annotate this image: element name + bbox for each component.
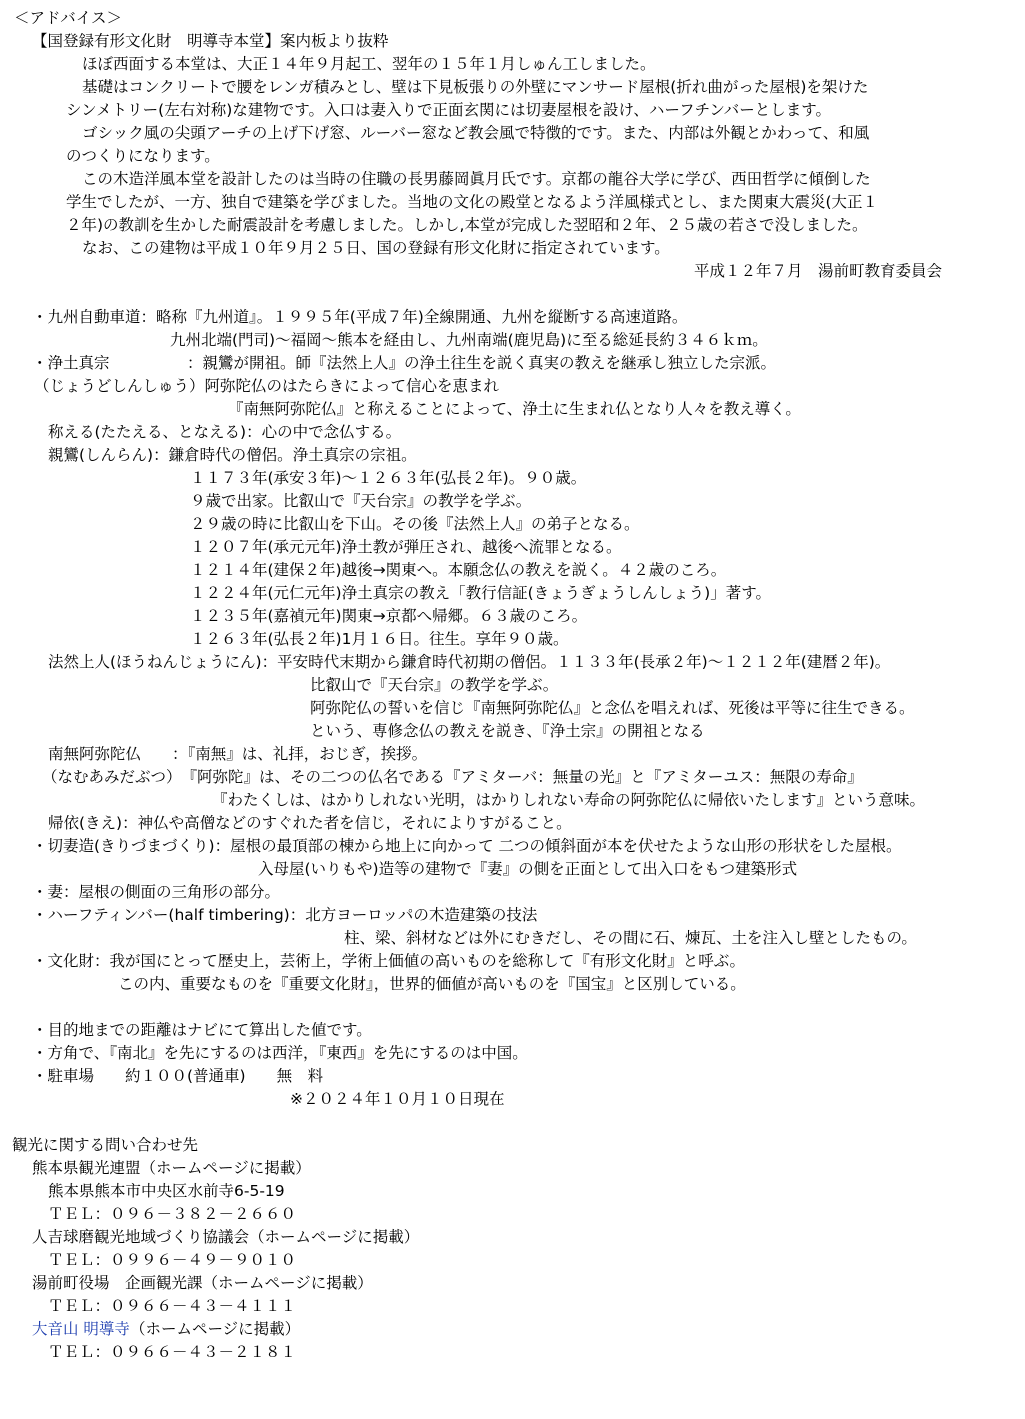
glossary-line: 帰依(きえ)：神仏や高僧などのすぐれた者を信じ，それによりすがること。 (48, 814, 572, 832)
advice-line: ほぼ西面する本堂は、大正１４年９月起工、翌年の１５年１月しゅん工しました。 (82, 55, 656, 73)
glossary-line: ・切妻造(きりづまづくり)：屋根の最頂部の棟から地上に向かって 二つの傾斜面が本を伏せたような山形の形状をした屋根。 (32, 837, 902, 855)
advice-heading: ＜アドバイス＞ (14, 9, 123, 27)
advice-line: ２年)の教訓を生かした耐震設計を考慮しました。しかし,本堂が完成した翌昭和２年、２５歳の若さで没しました。 (66, 216, 868, 234)
glossary-line: （なむあみだぶつ） 『阿弥陀』は、その二つの仏名である『アミターバ：無量の光』と『アミターユス：無限の寿命』 (42, 768, 863, 786)
glossary-line: 南無阿弥陀仏 ：『南無』は、礼拝，おじぎ，挨拶。 (48, 745, 428, 763)
temple-link[interactable]: 大音山 明導寺 (32, 1320, 130, 1338)
glossary-line: ２９歳の時に比叡山を下山。その後『法然上人』の弟子となる。 (190, 515, 640, 533)
glossary-line: という、専修念仏の教えを説き、『浄土宗』の開祖となる (310, 722, 705, 740)
note-line: ・方角で、『南北』を先にするのは西洋，『東西』を先にするのは中国。 (32, 1044, 528, 1062)
contact-tel: ＴＥＬ：０９６－３８２－２６６０ (48, 1205, 297, 1223)
glossary-line: ・妻：屋根の側面の三角形の部分。 (32, 883, 281, 901)
advice-line: シンメトリー(左右対称)な建物です。入口は妻入りで正面玄関には切妻屋根を設け、ハーフチンバーとします。 (66, 101, 832, 119)
glossary-line: １２１４年(建保２年)越後→関東へ。本願念仏の教えを説く。４２歳のころ。 (190, 561, 727, 579)
contact-tel: ＴＥＬ：０９６６－４３－４１１１ (48, 1297, 297, 1315)
glossary-line: 比叡山で『天台宗』の教学を学ぶ。 (310, 676, 559, 694)
glossary-line: １２０７年(承元元年)浄土教が弾圧され、越後へ流罪となる。 (190, 538, 622, 556)
contact-org-name: 湯前町役場 企画観光課（ホームページに掲載） (32, 1274, 373, 1292)
glossary-line: ・ハーフティンバー(half timbering)：北方ヨーロッパの木造建築の技法 (32, 906, 538, 924)
glossary-line: １１７３年(承安３年)～１２６３年(弘長２年)。９０歳。 (190, 469, 587, 487)
advice-line: なお、この建物は平成１０年９月２５日、国の登録有形文化財に指定されています。 (82, 239, 670, 257)
contact-org-name: 人吉球磨観光地域づくり協議会（ホームページに掲載） (32, 1228, 420, 1246)
glossary-line: １２３５年(嘉禎元年)関東→京都へ帰郷。６３歳のころ。 (190, 607, 588, 625)
advice-line: のつくりになります。 (66, 147, 220, 165)
contact-org-name: 熊本県観光連盟（ホームページに掲載） (32, 1159, 311, 1177)
note-line: ・目的地までの距離はナビにて算出した値です。 (32, 1021, 372, 1039)
glossary-line: ・九州自動車道：略称『九州道』。１９９５年(平成７年)全線開通、九州を縦断する高速道路。 (32, 308, 688, 326)
advice-line: この木造洋風本堂を設計したのは当時の住職の長男藤岡眞月氏です。京都の龍谷大学に学び、西田哲学に傾倒した (82, 170, 871, 188)
advice-signature: 平成１２年７月 湯前町教育委員会 (694, 262, 943, 280)
glossary-line: 入母屋(いりもや)造等の建物で『妻』の側を正面として出入口をもつ建築形式 (258, 860, 798, 878)
plaque-title: 【国登録有形文化財 明導寺本堂】案内板より抜粋 (32, 32, 389, 50)
contacts-heading: 観光に関する問い合わせ先 (12, 1136, 199, 1154)
contact-tel: ＴＥＬ：０９９６－４９－９０１０ (48, 1251, 297, 1269)
notes-date: ※２０２４年１０月１０日現在 (290, 1090, 505, 1108)
glossary-line: ９歳で出家。比叡山で『天台宗』の教学を学ぶ。 (190, 492, 532, 510)
glossary-line: ・文化財：我が国にとって歴史上，芸術上，学術上価値の高いものを総称して『有形文化財』と呼ぶ。 (32, 952, 746, 970)
glossary-line: （じょうどしんしゅう）阿弥陀仏のはたらきによって信心を恵まれ (34, 377, 500, 395)
glossary-line: ・浄土真宗 ：親鸞が開祖。師『法然上人』の浄土往生を説く真実の教えを継承し独立した宗派。 (32, 354, 777, 372)
glossary-line: 法然上人(ほうねんじょうにん)：平安時代末期から鎌倉時代初期の僧侶。１１３３年(長承２年)～１２１２年(建暦２年)。 (48, 653, 891, 671)
glossary-line: 称える(たたえる、となえる)：心の中で念仏する。 (48, 423, 402, 441)
contact-address: 熊本県熊本市中央区水前寺6-5-19 (48, 1182, 285, 1200)
contact-org-suffix: （ホームページに掲載） (129, 1320, 301, 1338)
glossary-line: １２２４年(元仁元年)浄土真宗の教え「教行信証(きょうぎょうしんしょう)」著す。 (190, 584, 771, 602)
glossary-line: 『南無阿弥陀仏』と称えることによって、浄土に生まれ仏となり人々を教え導く。 (228, 400, 801, 418)
advice-line: ゴシック風の尖頭アーチの上げ下げ窓、ルーバー窓など教会風で特徴的です。また、内部は外観とかわって、和風 (82, 124, 870, 142)
glossary-line: 柱、梁、斜材などは外にむきだし、その間に石、煉瓦、土を注入し壁としたもの。 (344, 929, 917, 947)
contact-org-row (32, 1318, 300, 1340)
glossary-line: この内、重要なものを『重要文化財』，世界的価値が高いものを『国宝』と区別している。 (118, 975, 746, 993)
note-line: ・駐車場 約１００(普通車) 無 料 (32, 1067, 324, 1085)
glossary-line: 『わたくしは、はかりしれない光明，はかりしれない寿命の阿弥陀仏に帰依いたします』という意味。 (212, 791, 926, 809)
glossary-line: 親鸞(しんらん)：鎌倉時代の僧侶。浄土真宗の宗祖。 (48, 446, 417, 464)
glossary-line: 阿弥陀仏の誓いを信じ『南無阿弥陀仏』と念仏を唱えれば、死後は平等に往生できる。 (310, 699, 915, 717)
advice-line: 学生でしたが、一方、独自で建築を学びました。当地の文化の殿堂となるよう洋風様式とし、また関東大震災(大正１ (66, 193, 879, 211)
advice-line: 基礎はコンクリートで腰をレンガ積みとし、壁は下見板張りの外壁にマンサード屋根(折れ曲がった屋根)を架けた (82, 78, 869, 96)
contact-tel: ＴＥＬ：０９６６－４３－２１８１ (48, 1343, 297, 1361)
glossary-line: １２６３年(弘長２年)1月１６日。往生。享年９０歳。 (190, 630, 569, 648)
glossary-line: 九州北端(門司)～福岡～熊本を経由し、九州南端(鹿児島)に至る総延長約３４６ｋｍ。 (170, 331, 768, 349)
